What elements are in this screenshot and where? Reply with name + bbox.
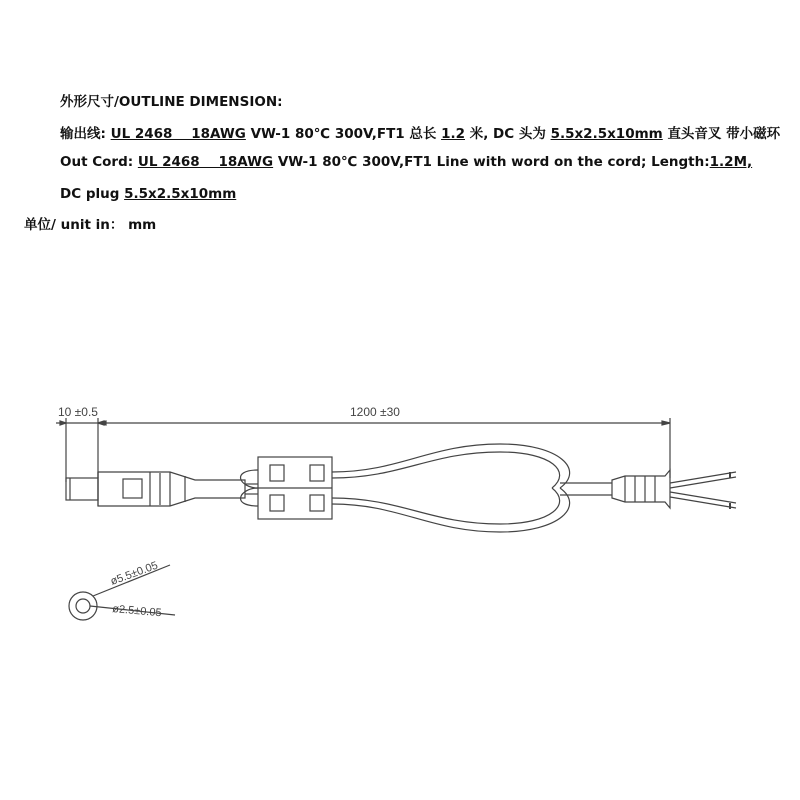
dim-label-outer-dia: ø5.5±0.05: [108, 559, 160, 588]
spec-cn-length: 1.2: [441, 126, 465, 142]
cable-end-strain-relief: [612, 470, 670, 508]
dim-label-inner-dia: ø2.5±0.05: [111, 603, 163, 620]
wire-end-lower: [670, 492, 736, 503]
unit-line: [24, 213, 156, 233]
plug-inner-circle: [76, 599, 90, 613]
spec-cn-suffix: 直头音叉 带小磁环: [667, 126, 781, 142]
dim-arrow-total-right: [662, 421, 670, 425]
spec-cn-cable: UL 2468 18AWG: [110, 126, 246, 142]
dc-plug-label-window: [123, 479, 142, 498]
title-line: [60, 90, 283, 110]
dc-plug-tip: [66, 478, 98, 500]
spec-plug-size: 5.5x2.5x10mm: [124, 186, 237, 202]
spec-plug-prefix: DC plug: [60, 186, 120, 202]
unit-label: 单位/ unit in： mm: [24, 217, 157, 233]
spec-cn-line: [60, 122, 780, 142]
spec-en-prefix: Out Cord:: [60, 154, 134, 170]
spec-cn-plug: 5.5x2.5x10mm: [550, 126, 663, 142]
spec-en-cable: UL 2468 18AWG: [137, 154, 274, 170]
wire-end-upper: [670, 472, 736, 483]
spec-en-line: [60, 154, 752, 170]
spec-plug-line: [60, 186, 236, 202]
spec-cn-mid: 米, DC 头为: [469, 126, 546, 142]
spec-cn-rating: VW-1 80℃ 300V,FT1 总长: [250, 126, 437, 142]
dim-arrow-total-left: [98, 421, 106, 425]
spec-en-rating: VW-1 80℃ 300V,FT1 Line with word on the cord; Length:: [277, 154, 710, 170]
cable-loop-lower: [332, 488, 570, 532]
dim-arrow-plug-left: [60, 421, 66, 425]
dim-label-total: 1200 ±30: [350, 405, 400, 419]
cable-outline-drawing: [0, 380, 800, 640]
dc-plug-body: [98, 472, 245, 506]
spec-en-length: 1.2M,: [709, 154, 753, 170]
page-title: 外形尺寸/OUTLINE DIMENSION:: [60, 94, 283, 110]
dim-label-plug: 10 ±0.5: [58, 405, 98, 419]
spec-cn-prefix: 输出线:: [60, 126, 106, 142]
cable-loop-upper: [332, 444, 570, 488]
